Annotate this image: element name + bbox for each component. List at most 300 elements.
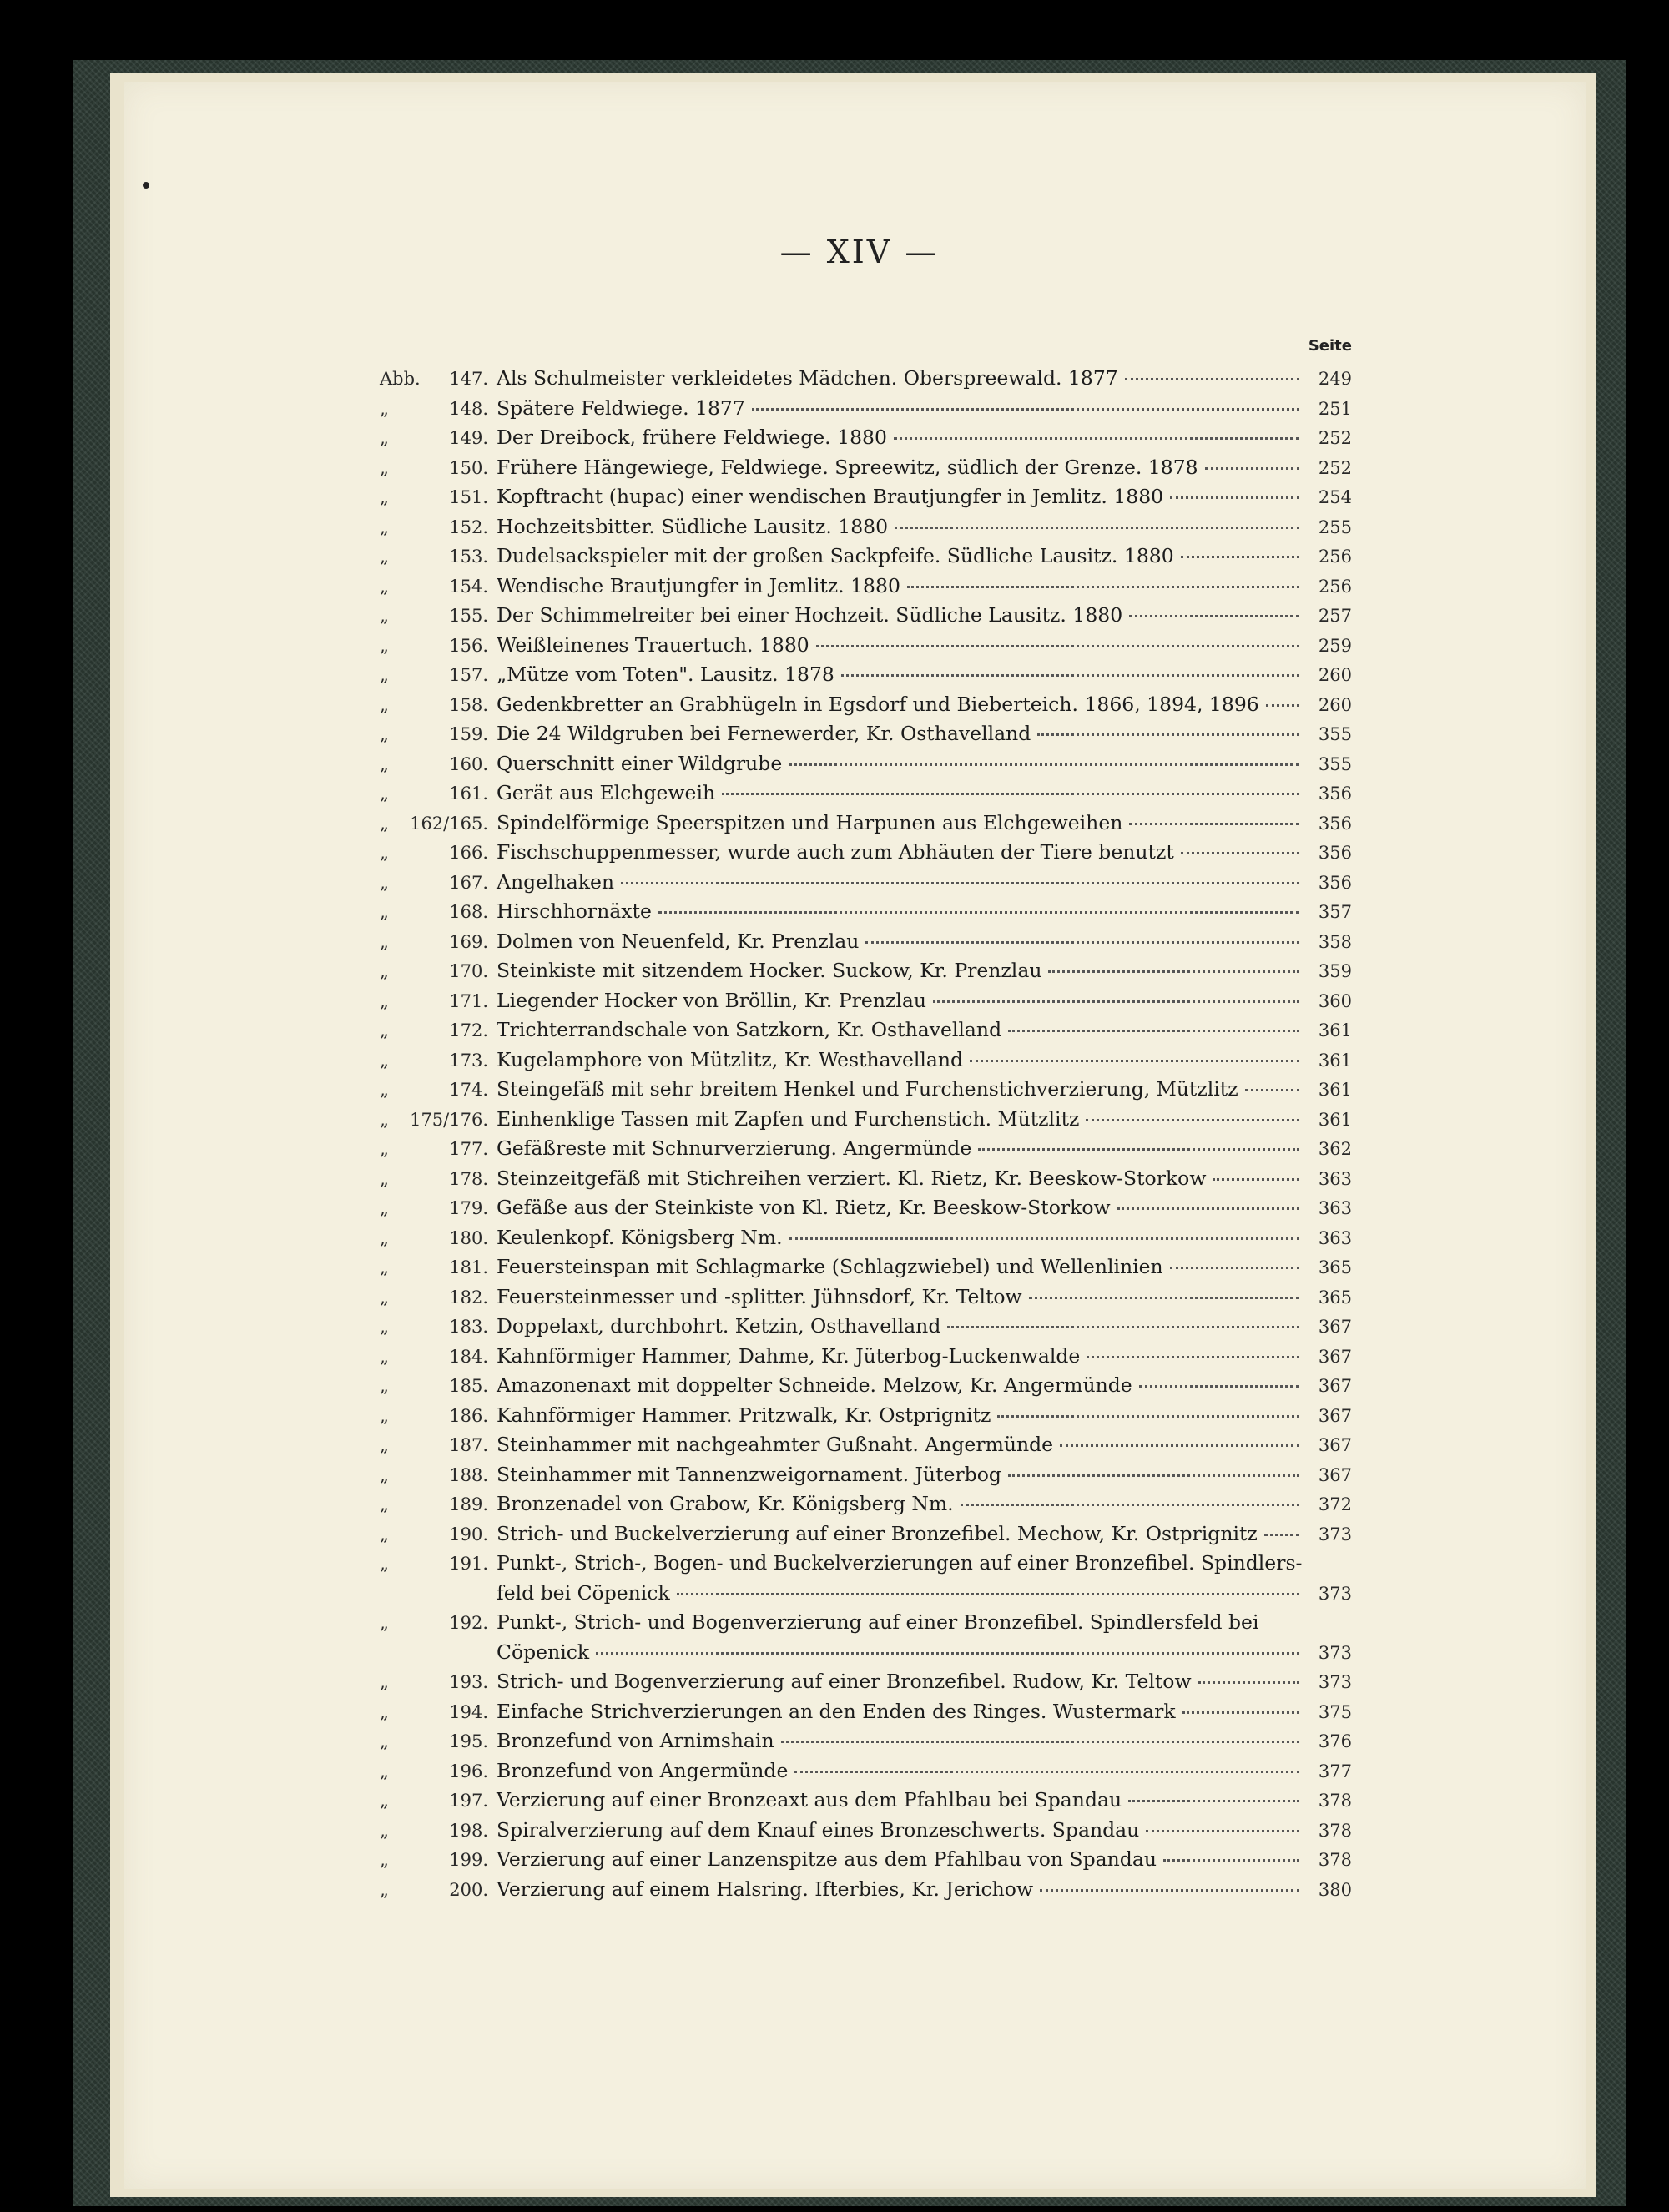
figure-prefix: „ bbox=[380, 428, 389, 448]
page-number: 355 bbox=[1318, 753, 1352, 774]
figure-number-cell bbox=[380, 1343, 497, 1372]
figure-number-cell bbox=[380, 572, 497, 602]
figure-title: Gedenkbretter an Grabhügeln in Egsdorf und Bieberteich. 1866, 1894, 1896 bbox=[497, 692, 1259, 716]
leader-dots bbox=[1146, 1830, 1299, 1832]
page-number: 356 bbox=[1318, 843, 1352, 863]
leader-dots bbox=[677, 1593, 1299, 1595]
figure-title: Verzierung auf einem Halsring. Ifterbies, Kr. Jerichow bbox=[497, 1877, 1034, 1901]
figure-number-cell bbox=[380, 632, 497, 661]
figure-prefix: „ bbox=[380, 1109, 389, 1130]
leader-dots bbox=[1086, 1119, 1299, 1121]
leader-dots bbox=[621, 882, 1299, 884]
figure-entry bbox=[380, 778, 1352, 809]
figure-entry bbox=[380, 1223, 1352, 1253]
figure-prefix: „ bbox=[380, 1287, 389, 1308]
figure-entry bbox=[380, 1756, 1352, 1786]
figure-description bbox=[497, 897, 1306, 926]
figure-title: Spindelförmige Speerspitzen und Harpunen aus Elchgeweihen bbox=[497, 810, 1123, 834]
leader-dots bbox=[1213, 1178, 1299, 1181]
figure-number-cell bbox=[380, 1609, 497, 1638]
page-number: 367 bbox=[1318, 1376, 1352, 1396]
leader-dots bbox=[1170, 496, 1299, 499]
figure-title: Kahnförmiger Hammer, Dahme, Kr. Jüterbog-Luckenwalde bbox=[497, 1343, 1081, 1368]
leader-dots bbox=[1170, 1267, 1299, 1269]
figure-title: Dolmen von Neuenfeld, Kr. Prenzlau bbox=[497, 929, 860, 953]
figure-number: 191. bbox=[449, 1554, 488, 1574]
figure-prefix: „ bbox=[380, 665, 389, 685]
figure-prefix: „ bbox=[380, 1731, 389, 1751]
figure-title: Gefäße aus der Steinkiste von Kl. Rietz, Kr. Beeskow-Storkow bbox=[497, 1196, 1111, 1219]
figure-number: 180. bbox=[449, 1227, 488, 1248]
figure-title: Steinhammer mit Tannenzweigornament. Jüterbog bbox=[497, 1462, 1001, 1486]
figure-entry bbox=[380, 956, 1352, 986]
figure-entry bbox=[380, 1608, 1352, 1638]
figure-prefix: „ bbox=[380, 1554, 389, 1574]
figure-number: 159. bbox=[449, 724, 488, 744]
figure-number-cell bbox=[380, 483, 497, 512]
figure-number: 193. bbox=[449, 1672, 488, 1692]
figure-number: 178. bbox=[449, 1168, 488, 1189]
figure-title: Bronzenadel von Grabow, Kr. Königsberg Nm. bbox=[497, 1492, 954, 1515]
page-number: 375 bbox=[1318, 1701, 1352, 1722]
leader-dots bbox=[1008, 1030, 1299, 1032]
figure-title: Feuersteinmesser und -splitter. Jühnsdorf, Kr. Teltow bbox=[497, 1284, 1022, 1308]
figure-number: 197. bbox=[449, 1791, 488, 1811]
leader-dots bbox=[794, 1771, 1299, 1773]
figure-number: 188. bbox=[449, 1464, 488, 1485]
figure-entry bbox=[380, 749, 1352, 779]
figure-number: 172. bbox=[449, 1020, 488, 1040]
figure-number-cell bbox=[380, 839, 497, 868]
figure-title: Strich- und Bogenverzierung auf einer Bronzefibel. Rudow, Kr. Teltow bbox=[497, 1670, 1192, 1693]
page-number: 378 bbox=[1318, 1850, 1352, 1870]
figure-title: Kahnförmiger Hammer. Pritzwalk, Kr. Ostprignitz bbox=[497, 1403, 991, 1427]
figure-prefix: „ bbox=[380, 576, 389, 597]
figure-prefix: „ bbox=[380, 1257, 389, 1277]
figure-entry bbox=[380, 1845, 1352, 1875]
leader-dots bbox=[752, 408, 1299, 411]
figure-entry bbox=[380, 809, 1352, 839]
figure-number-cell bbox=[380, 1076, 497, 1105]
figure-number-cell bbox=[380, 987, 497, 1016]
figure-description bbox=[497, 364, 1306, 393]
figure-title: Steinzeitgefäß mit Stichreihen verziert. Kl. Rietz, Kr. Beeskow-Storkow bbox=[497, 1166, 1207, 1190]
page-number: 356 bbox=[1318, 872, 1352, 893]
page-number: 260 bbox=[1318, 694, 1352, 715]
leader-dots bbox=[894, 437, 1299, 440]
figure-prefix: „ bbox=[380, 872, 389, 893]
figure-description bbox=[497, 986, 1306, 1015]
page-folio: — XIV — bbox=[779, 234, 940, 270]
leader-dots bbox=[1087, 1356, 1299, 1358]
figure-entry bbox=[380, 1282, 1352, 1313]
figure-description bbox=[497, 1756, 1306, 1786]
page-number: 361 bbox=[1318, 1109, 1352, 1130]
figure-number-cell bbox=[380, 1786, 497, 1816]
page-number: 357 bbox=[1318, 902, 1352, 922]
leader-dots bbox=[865, 941, 1299, 944]
leader-dots bbox=[1163, 1859, 1299, 1862]
figure-entry bbox=[380, 927, 1352, 957]
figure-entry bbox=[380, 631, 1352, 661]
figure-number: 167. bbox=[449, 872, 488, 893]
figure-entry bbox=[380, 1252, 1352, 1282]
page-number: 367 bbox=[1318, 1435, 1352, 1455]
figure-number: 174. bbox=[449, 1080, 488, 1100]
page-number: 362 bbox=[1318, 1139, 1352, 1159]
leader-dots bbox=[970, 1060, 1299, 1062]
figure-entry bbox=[380, 1726, 1352, 1756]
figure-title: Keulenkopf. Königsberg Nm. bbox=[497, 1225, 783, 1249]
figure-title: Punkt-, Strich-, Bogen- und Buckelverzierungen auf einer Bronzefibel. Spindlers- bbox=[497, 1551, 1303, 1575]
leader-dots bbox=[1117, 1207, 1299, 1210]
figure-prefix: „ bbox=[380, 1494, 389, 1514]
page-number: 251 bbox=[1318, 398, 1352, 419]
figure-description bbox=[497, 1667, 1306, 1696]
figure-title: „Mütze vom Toten". Lausitz. 1878 bbox=[497, 663, 834, 686]
figure-number-cell bbox=[380, 1106, 497, 1135]
page-number: 359 bbox=[1318, 961, 1352, 981]
page-number: 256 bbox=[1318, 547, 1352, 567]
figure-number-cell bbox=[380, 1876, 497, 1905]
figure-description bbox=[497, 423, 1306, 452]
page-number: 365 bbox=[1318, 1257, 1352, 1277]
figure-title: Hirschhornäxte bbox=[497, 899, 652, 923]
figure-entry bbox=[380, 897, 1352, 927]
figure-prefix: „ bbox=[380, 1050, 389, 1071]
figure-list bbox=[380, 364, 1352, 1904]
figure-description bbox=[497, 1786, 1306, 1815]
leader-dots bbox=[1245, 1089, 1299, 1091]
figure-description bbox=[497, 1193, 1306, 1222]
figure-description bbox=[497, 1579, 1306, 1608]
figure-prefix: „ bbox=[380, 398, 389, 419]
figure-number-cell bbox=[380, 1402, 497, 1431]
figure-number-cell bbox=[380, 1016, 497, 1046]
page-number: 361 bbox=[1318, 1020, 1352, 1040]
figure-description bbox=[497, 868, 1306, 897]
page-number: 378 bbox=[1318, 1791, 1352, 1811]
figure-number-cell bbox=[380, 898, 497, 927]
figure-number: 152. bbox=[449, 516, 488, 537]
figure-number-cell bbox=[380, 1194, 497, 1223]
leader-dots bbox=[997, 1415, 1299, 1418]
page-number: 252 bbox=[1318, 457, 1352, 478]
figure-description bbox=[497, 778, 1306, 808]
figure-entry bbox=[380, 1519, 1352, 1549]
figure-entry-continuation bbox=[380, 1638, 1352, 1668]
figure-description bbox=[497, 482, 1306, 511]
figure-description bbox=[497, 660, 1306, 689]
figure-title: Fischschuppenmesser, wurde auch zum Abhäuten der Tiere benutzt bbox=[497, 840, 1174, 864]
page-number: 367 bbox=[1318, 1317, 1352, 1337]
figure-description bbox=[497, 394, 1306, 423]
figure-description bbox=[497, 1342, 1306, 1371]
figure-title: Angelhaken bbox=[497, 869, 614, 894]
figure-title: Der Dreibock, frühere Feldwiege. 1880 bbox=[497, 426, 887, 449]
figure-number-cell bbox=[380, 779, 497, 809]
figure-description bbox=[497, 1282, 1306, 1312]
figure-prefix: „ bbox=[380, 902, 389, 922]
figure-number: 186. bbox=[449, 1405, 488, 1426]
figure-title: Einfache Strichverzierungen an den Enden des Ringes. Wustermark bbox=[497, 1699, 1176, 1723]
figure-number: 161. bbox=[449, 784, 488, 804]
figure-description bbox=[497, 1638, 1306, 1667]
figure-description bbox=[497, 1430, 1306, 1459]
figure-number: 170. bbox=[449, 961, 488, 981]
figure-entry bbox=[380, 1075, 1352, 1105]
figure-number: 150. bbox=[449, 457, 488, 478]
figure-title: Spiralverzierung auf dem Knauf eines Bronzeschwerts. Spandau bbox=[497, 1817, 1140, 1842]
figure-number-cell bbox=[380, 542, 497, 572]
figure-prefix: „ bbox=[380, 784, 389, 804]
figure-number: 179. bbox=[449, 1198, 488, 1218]
figure-prefix: „ bbox=[380, 487, 389, 507]
figure-title: Hochzeitsbitter. Südliche Lausitz. 1880 bbox=[497, 514, 889, 538]
page-number: 367 bbox=[1318, 1405, 1352, 1426]
page-number: 252 bbox=[1318, 428, 1352, 448]
figure-entry bbox=[380, 364, 1352, 394]
figure-number: 173. bbox=[449, 1050, 488, 1071]
figure-entry bbox=[380, 986, 1352, 1016]
figure-title: Steingefäß mit sehr breitem Henkel und Furchenstichverzierung, Mützlitz bbox=[497, 1077, 1238, 1101]
leader-dots bbox=[658, 911, 1299, 914]
leader-dots bbox=[1040, 1889, 1299, 1892]
figure-number: 199. bbox=[449, 1850, 488, 1870]
page-number: 249 bbox=[1318, 369, 1352, 389]
figure-number-cell bbox=[380, 1490, 497, 1519]
figure-number-cell bbox=[380, 1135, 497, 1164]
figure-description bbox=[497, 927, 1306, 956]
figure-entry bbox=[380, 719, 1352, 749]
figure-entry bbox=[380, 1401, 1352, 1431]
page-number: 356 bbox=[1318, 813, 1352, 834]
figure-description bbox=[497, 1697, 1306, 1726]
figure-number: 148. bbox=[449, 398, 488, 419]
figure-number-cell bbox=[380, 1372, 497, 1401]
figure-prefix: „ bbox=[380, 1198, 389, 1218]
figure-number-cell bbox=[380, 1698, 497, 1727]
figure-prefix: „ bbox=[380, 1761, 389, 1781]
figure-description bbox=[497, 1816, 1306, 1845]
figure-prefix: „ bbox=[380, 1168, 389, 1189]
leader-dots bbox=[596, 1652, 1299, 1655]
page-number: 378 bbox=[1318, 1820, 1352, 1841]
page-number: 363 bbox=[1318, 1198, 1352, 1218]
leader-dots bbox=[1266, 704, 1299, 707]
figure-description bbox=[497, 512, 1306, 542]
figure-number: 189. bbox=[449, 1494, 488, 1514]
page-number: 377 bbox=[1318, 1761, 1352, 1781]
figure-title: Kugelamphore von Mützlitz, Kr. Westhavelland bbox=[497, 1047, 964, 1071]
figure-number-cell bbox=[380, 513, 497, 542]
figure-description bbox=[497, 1489, 1306, 1519]
leader-dots bbox=[1129, 615, 1299, 617]
figure-entry bbox=[380, 1786, 1352, 1816]
leader-dots bbox=[1128, 1800, 1299, 1802]
leader-dots bbox=[841, 674, 1299, 677]
figure-entry bbox=[380, 1875, 1352, 1905]
figure-number: 184. bbox=[449, 1346, 488, 1367]
figure-title: Querschnitt einer Wildgrube bbox=[497, 751, 783, 775]
figure-description bbox=[497, 1608, 1306, 1637]
figure-number-cell bbox=[380, 1253, 497, 1282]
figure-number: 147. bbox=[449, 369, 488, 389]
page-number: 373 bbox=[1318, 1583, 1352, 1604]
figure-entry bbox=[380, 868, 1352, 898]
leader-dots bbox=[1048, 970, 1299, 973]
figure-description bbox=[497, 1875, 1306, 1904]
figure-description bbox=[497, 1252, 1306, 1282]
figure-description bbox=[497, 690, 1306, 719]
figure-number: 169. bbox=[449, 931, 488, 952]
figure-number-cell bbox=[380, 720, 497, 749]
figure-number: 166. bbox=[449, 843, 488, 863]
page-number: 361 bbox=[1318, 1080, 1352, 1100]
figure-number: 155. bbox=[449, 606, 488, 626]
figure-description bbox=[497, 1223, 1306, 1252]
figure-number: 177. bbox=[449, 1139, 488, 1159]
figure-number-cell bbox=[380, 750, 497, 779]
leader-dots bbox=[1125, 378, 1299, 380]
page-number: 360 bbox=[1318, 990, 1352, 1011]
figure-title: Liegender Hocker von Bröllin, Kr. Prenzlau bbox=[497, 988, 927, 1012]
page-number: 355 bbox=[1318, 724, 1352, 744]
page-number: 363 bbox=[1318, 1227, 1352, 1248]
figure-description bbox=[497, 1401, 1306, 1430]
figure-title: Die 24 Wildgruben bei Fernewerder, Kr. Osthavelland bbox=[497, 722, 1031, 745]
figure-prefix: „ bbox=[380, 1020, 389, 1040]
leader-dots bbox=[781, 1741, 1299, 1743]
leader-dots bbox=[1182, 1711, 1299, 1714]
figure-description bbox=[497, 1519, 1306, 1549]
figure-description bbox=[497, 1549, 1306, 1578]
figure-entry bbox=[380, 660, 1352, 690]
figure-description bbox=[497, 572, 1306, 601]
figure-entry bbox=[380, 1312, 1352, 1342]
figure-prefix: „ bbox=[380, 1139, 389, 1159]
figure-number: 168. bbox=[449, 902, 488, 922]
figure-prefix: „ bbox=[380, 724, 389, 744]
page-number: 363 bbox=[1318, 1168, 1352, 1189]
figure-entry bbox=[380, 1697, 1352, 1727]
figure-number: 149. bbox=[449, 428, 488, 448]
figure-title: Feuersteinspan mit Schlagmarke (Schlagzwiebel) und Wellenlinien bbox=[497, 1255, 1163, 1278]
leader-dots bbox=[1181, 556, 1299, 558]
figure-title: Der Schimmelreiter bei einer Hochzeit. Südliche Lausitz. 1880 bbox=[497, 603, 1123, 627]
figure-number: 154. bbox=[449, 576, 488, 597]
page-number: 358 bbox=[1318, 931, 1352, 952]
figure-number-cell bbox=[380, 661, 497, 690]
figure-title: Kopftracht (hupac) einer wendischen Brautjungfer in Jemlitz. 1880 bbox=[497, 485, 1164, 508]
figure-entry bbox=[380, 1105, 1352, 1135]
figure-number-cell bbox=[380, 1313, 497, 1342]
figure-prefix: „ bbox=[380, 1850, 389, 1870]
figure-prefix: „ bbox=[380, 1435, 389, 1455]
leader-dots bbox=[907, 586, 1299, 588]
figure-prefix: „ bbox=[380, 1376, 389, 1396]
figure-entry bbox=[380, 1134, 1352, 1164]
page-number: 373 bbox=[1318, 1642, 1352, 1663]
figure-number: 171. bbox=[449, 990, 488, 1011]
figure-description bbox=[497, 1460, 1306, 1489]
figure-description bbox=[497, 1312, 1306, 1341]
figure-description bbox=[497, 453, 1306, 482]
figure-prefix: „ bbox=[380, 547, 389, 567]
page-number: 380 bbox=[1318, 1879, 1352, 1900]
figure-prefix: „ bbox=[380, 961, 389, 981]
figure-entry bbox=[380, 1193, 1352, 1223]
figure-number-cell bbox=[380, 602, 497, 631]
figure-entry bbox=[380, 1489, 1352, 1519]
figure-description bbox=[497, 809, 1306, 838]
figure-prefix: „ bbox=[380, 990, 389, 1011]
figure-prefix: „ bbox=[380, 1524, 389, 1544]
page-number: 257 bbox=[1318, 606, 1352, 626]
page-number: 372 bbox=[1318, 1494, 1352, 1514]
figure-prefix: „ bbox=[380, 1791, 389, 1811]
figure-prefix: „ bbox=[380, 516, 389, 537]
leader-dots bbox=[1037, 733, 1299, 736]
figure-prefix: „ bbox=[380, 694, 389, 715]
figure-prefix: „ bbox=[380, 1080, 389, 1100]
figure-number: 162/165. bbox=[410, 813, 488, 834]
figure-number: 187. bbox=[449, 1435, 488, 1455]
figure-entry bbox=[380, 423, 1352, 453]
page-number: 256 bbox=[1318, 576, 1352, 597]
figure-entry bbox=[380, 1430, 1352, 1460]
figure-description bbox=[497, 601, 1306, 630]
leader-dots bbox=[1264, 1534, 1299, 1536]
figure-description bbox=[497, 1105, 1306, 1134]
figure-description bbox=[497, 542, 1306, 571]
figure-number-cell bbox=[380, 1431, 497, 1460]
figure-number-cell bbox=[380, 928, 497, 957]
figure-description bbox=[497, 1015, 1306, 1045]
figure-number-cell bbox=[380, 1520, 497, 1549]
figure-description bbox=[497, 838, 1306, 867]
leader-dots bbox=[947, 1326, 1299, 1328]
page-number: 367 bbox=[1318, 1464, 1352, 1485]
figure-title: Trichterrandschale von Satzkorn, Kr. Osthavelland bbox=[497, 1018, 1002, 1041]
figure-prefix: „ bbox=[380, 1701, 389, 1722]
figure-title: Weißleinenes Trauertuch. 1880 bbox=[497, 632, 809, 657]
leader-dots bbox=[1181, 852, 1299, 854]
figure-entry bbox=[380, 690, 1352, 720]
leader-dots bbox=[789, 763, 1299, 766]
figure-entry bbox=[380, 1342, 1352, 1372]
figure-title: Amazonenaxt mit doppelter Schneide. Melzow, Kr. Angermünde bbox=[497, 1373, 1132, 1397]
figure-description bbox=[497, 1046, 1306, 1075]
leader-dots bbox=[816, 645, 1299, 647]
figure-number: 196. bbox=[449, 1761, 488, 1781]
figure-prefix: „ bbox=[380, 635, 389, 656]
figure-number-cell bbox=[380, 1224, 497, 1253]
page-number: 373 bbox=[1318, 1672, 1352, 1692]
leader-dots bbox=[1205, 467, 1299, 470]
figure-entry bbox=[380, 542, 1352, 572]
figure-entry bbox=[380, 1816, 1352, 1846]
figure-entry-continuation bbox=[380, 1579, 1352, 1609]
page-number: 259 bbox=[1318, 635, 1352, 656]
page-column-label: Seite bbox=[1308, 337, 1352, 355]
leader-dots bbox=[789, 1237, 1299, 1240]
figure-number: 182. bbox=[449, 1287, 488, 1308]
figure-number: 156. bbox=[449, 635, 488, 656]
figure-number-cell bbox=[380, 1046, 497, 1076]
leader-dots bbox=[1198, 1681, 1299, 1684]
figure-number: 153. bbox=[449, 547, 488, 567]
